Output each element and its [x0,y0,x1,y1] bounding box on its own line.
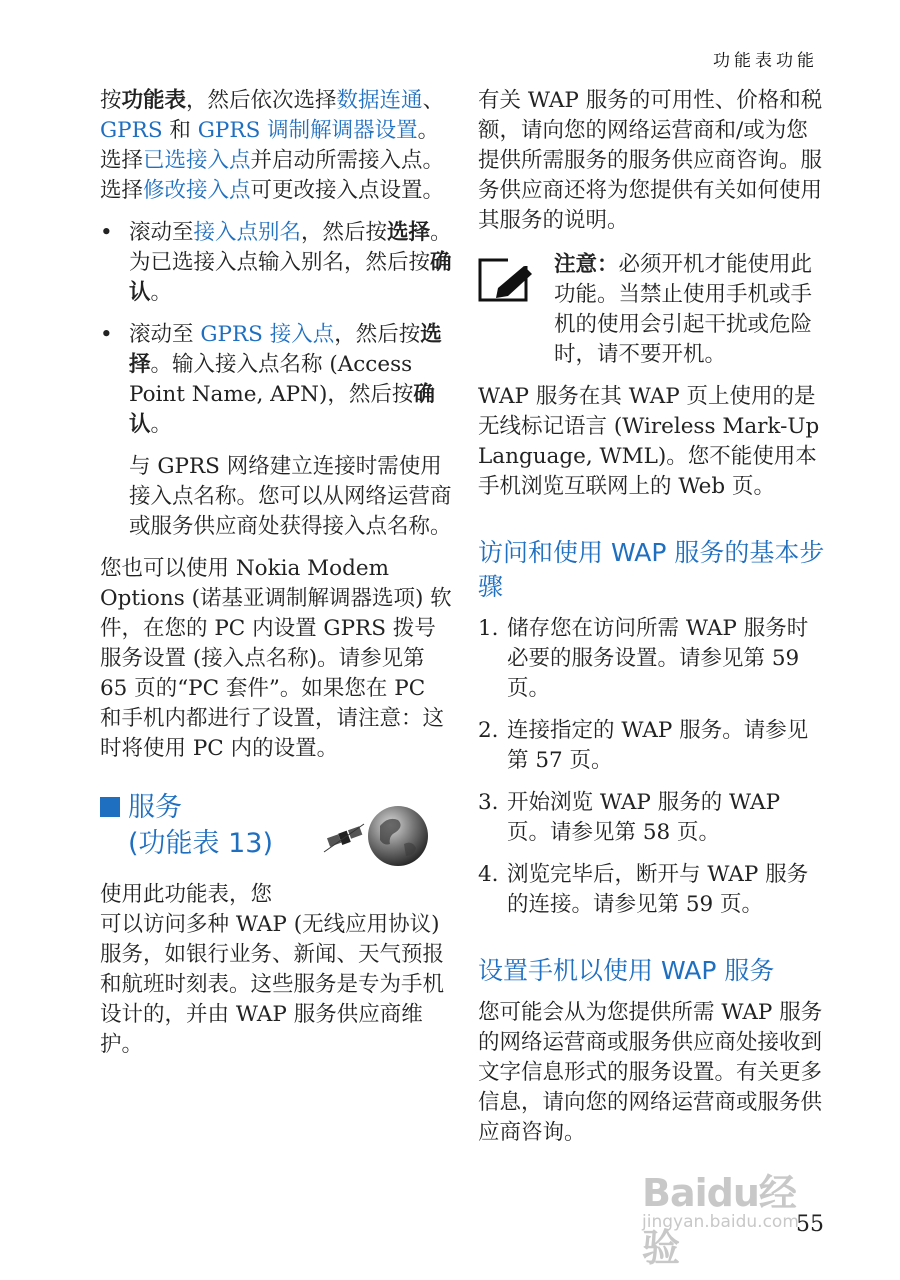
menu-option-text: GPRS 接入点 [200,322,335,347]
step-item [478,788,826,848]
step-number: 2. [478,718,499,743]
body-text: 。输入接入点名称 (Access Point Name, APN)，然后按 [129,352,414,407]
basic-steps-heading: 访问和使用 WAP 服务的基本步骤 [478,538,825,601]
bullet-item-apn [100,320,452,440]
key-label-text: 选择 [387,220,431,245]
bullet-item-alias [100,218,452,308]
note-label: 注意： [554,252,619,277]
watermark-logo: Baidu经验 [642,1171,796,1270]
note-text: 必须开机才能使用此功能。当禁止使用手机或手机的使用会引起干扰或危险时，请不要开机。 [554,252,813,367]
bullet-list [100,218,452,440]
intro-paragraph [100,86,452,206]
menu-option-text: 接入点别名 [193,220,302,245]
step-item [478,614,826,704]
step-item [478,860,826,920]
body-text: 滚动至 [129,322,201,347]
watermark-url: jingyan.baidu.com [642,1212,799,1232]
body-text: 。为已选接入点输入别名，然后按 [129,220,452,275]
left-column [100,86,452,1072]
body-text: 滚动至 [129,220,194,245]
body-text: 。选择 [100,118,440,173]
body-text: ，然后按 [301,220,388,245]
step-number: 1. [478,616,499,641]
menu-option-text: GPRS [100,118,163,143]
services-intro-line: 使用此功能表，您 [100,882,273,907]
apn-note-paragraph: 与 GPRS 网络建立连接时需使用接入点名称。您可以从网络运营商或服务供应商处获得接入点名称。 [129,454,452,539]
services-section-title [100,790,452,870]
wml-paragraph: WAP 服务在其 WAP 页上使用的是无线标记语言 (Wireless Mark-Up Language, WML)。您不能使用本手机浏览互联网上的 Web 页。 [478,384,820,499]
body-text: 和 [162,118,198,143]
key-label-text: 确认 [129,250,452,305]
body-text: 。 [150,412,173,437]
menu-option-text: 修改接入点 [143,178,251,203]
page-number: 55 [796,1212,824,1237]
menu-option-text: 数据连通 [336,88,423,113]
running-header: 功能表功能 [713,51,818,71]
note-pencil-icon [478,254,536,302]
body-text: 。 [150,280,173,305]
menu-option-text: GPRS 调制解调器设置 [197,118,418,143]
section-square-icon [100,797,120,817]
setup-heading: 设置手机以使用 WAP 服务 [478,956,775,985]
steps-list [478,614,826,920]
section-subtitle: (功能表 13) [128,828,274,859]
body-text: 可更改接入点设置。 [250,178,445,203]
section-title-text: 服务 [128,792,182,823]
step-text: 连接指定的 WAP 服务。请参见第 57 页。 [507,718,809,773]
services-description: 可以访问多种 WAP (无线应用协议) 服务，如银行业务、新闻、天气预报和航班时刻表。这些服务是专为手机设计的，并由 WAP 服务供应商维护。 [100,912,445,1057]
body-text: ，然后依次选择 [186,88,337,113]
note-box [478,250,826,370]
menu-option-text: 已选接入点 [143,148,251,173]
availability-paragraph: 有关 WAP 服务的可用性、价格和税额，请向您的网络运营商和/或为您提供所需服务的服务供应商咨询。服务供应商还将为您提供有关如何使用其服务的说明。 [478,88,823,233]
body-text: ，然后按 [334,322,421,347]
key-label-text: 功能表 [121,88,187,113]
step-text: 储存您在访问所需 WAP 服务时必要的服务设置。请参见第 59 页。 [507,616,809,701]
step-text: 开始浏览 WAP 服务的 WAP 页。请参见第 58 页。 [507,790,781,845]
body-text: 并启动所需接入点。选择 [100,148,445,203]
body-text: 、 [422,88,445,113]
step-text: 浏览完毕后，断开与 WAP 服务的连接。请参见第 59 页。 [507,862,809,917]
key-label-text: 选择 [129,322,442,377]
key-label-text: 确认 [129,382,435,437]
step-number: 4. [478,862,499,887]
step-item [478,716,826,776]
right-column [478,86,826,1160]
globe-satellite-icon [320,798,432,868]
body-text: 按 [100,88,122,113]
setup-paragraph: 您可能会从为您提供所需 WAP 服务的网络运营商或服务供应商处接收到文字信息形式的服务设置。有关更多信息，请向您的网络运营商或服务供应商咨询。 [478,1000,823,1145]
step-number: 3. [478,790,499,815]
modem-options-paragraph: 您也可以使用 Nokia Modem Options (诺基亚调制解调器选项) 软件，在您的 PC 内设置 GPRS 拨号服务设置 (接入点名称)。请参见第 65 页的“PC 套件”。如果您在 PC 和手机内都进行了设置，请注意：这时将使用 PC 内的设置。 [100,556,452,761]
